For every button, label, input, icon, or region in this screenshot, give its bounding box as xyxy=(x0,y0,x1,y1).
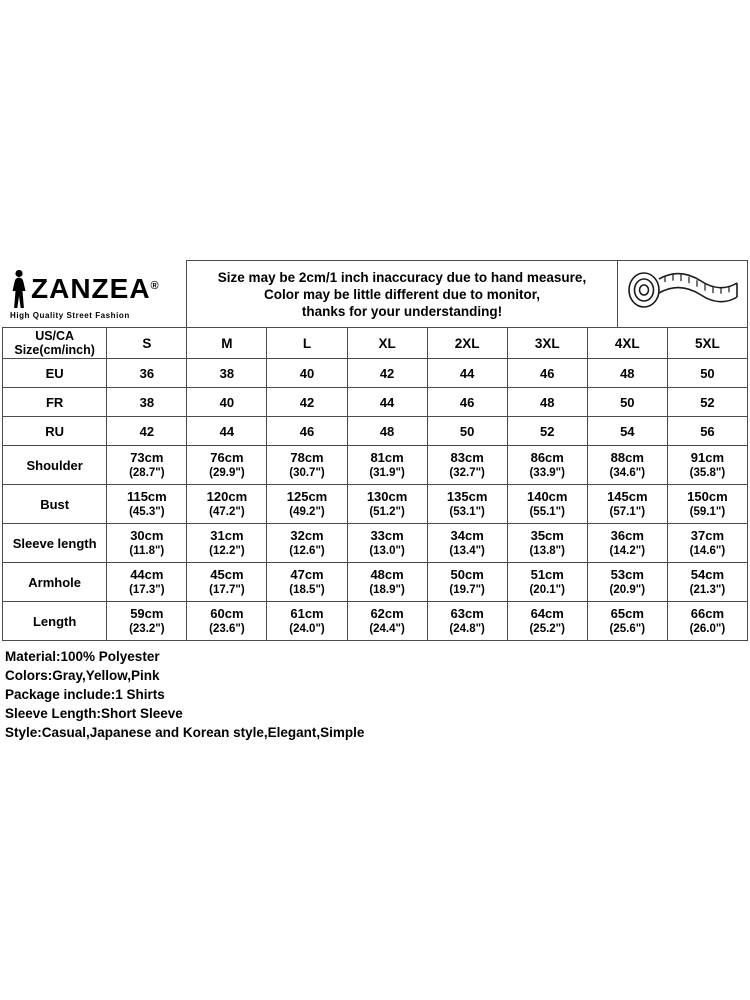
detail-colors: Colors:Gray,Yellow,Pink xyxy=(5,668,160,683)
size-col-header: S xyxy=(107,328,187,359)
size-table-row-length xyxy=(3,602,748,641)
row-label: Bust xyxy=(3,485,107,524)
size-cell: 44 xyxy=(187,417,267,446)
brand-wordmark: ZANZEA xyxy=(31,272,151,304)
measure-cell: 48cm (18.9") xyxy=(347,563,427,602)
header xyxy=(2,260,748,328)
size-cell: 48 xyxy=(507,388,587,417)
measure-cell: 61cm (24.0") xyxy=(267,602,347,641)
size-col-header: M xyxy=(187,328,267,359)
measure-cell: 91cm (35.8") xyxy=(667,446,747,485)
size-table-row-shoulder xyxy=(3,446,748,485)
size-cell: 54 xyxy=(587,417,667,446)
measure-cell: 54cm (21.3") xyxy=(667,563,747,602)
size-cell: 40 xyxy=(267,359,347,388)
tape-measure-box xyxy=(617,260,748,328)
size-table-row-ru xyxy=(3,417,748,446)
size-cell: 52 xyxy=(507,417,587,446)
brand-tagline: High Quality Street Fashion xyxy=(10,310,130,320)
measure-cell: 59cm (23.2") xyxy=(107,602,187,641)
size-table-row-sleeve-length xyxy=(3,524,748,563)
size-col-header: L xyxy=(267,328,347,359)
measure-cell: 76cm (29.9") xyxy=(187,446,267,485)
size-cell: 42 xyxy=(267,388,347,417)
size-cell: 40 xyxy=(187,388,267,417)
product-details xyxy=(2,647,748,742)
measure-cell: 78cm (30.7") xyxy=(267,446,347,485)
size-table-row-eu xyxy=(3,359,748,388)
notice-box xyxy=(186,260,618,328)
size-cell: 46 xyxy=(427,388,507,417)
measure-cell: 60cm (23.6") xyxy=(187,602,267,641)
measure-cell: 53cm (20.9") xyxy=(587,563,667,602)
size-col-header: 4XL xyxy=(587,328,667,359)
brand-logo-row xyxy=(10,269,186,309)
measure-cell: 31cm (12.2") xyxy=(187,524,267,563)
detail-material: Material:100% Polyester xyxy=(5,649,160,664)
row-label: Length xyxy=(3,602,107,641)
measure-cell: 65cm (25.6") xyxy=(587,602,667,641)
size-table-row-fr xyxy=(3,388,748,417)
row-label: RU xyxy=(3,417,107,446)
measure-cell: 34cm (13.4") xyxy=(427,524,507,563)
measure-cell: 33cm (13.0") xyxy=(347,524,427,563)
measure-cell: 150cm (59.1") xyxy=(667,485,747,524)
measure-cell: 83cm (32.7") xyxy=(427,446,507,485)
size-cell: 38 xyxy=(187,359,267,388)
tape-measure-icon xyxy=(623,264,743,325)
row-label: Sleeve length xyxy=(3,524,107,563)
row-label: Shoulder xyxy=(3,446,107,485)
size-cell: 36 xyxy=(107,359,187,388)
measure-cell: 73cm (28.7") xyxy=(107,446,187,485)
measure-cell: 120cm (47.2") xyxy=(187,485,267,524)
size-col-header: XL xyxy=(347,328,427,359)
row-label: Armhole xyxy=(3,563,107,602)
measure-cell: 64cm (25.2") xyxy=(507,602,587,641)
size-col-header: 3XL xyxy=(507,328,587,359)
measure-cell: 62cm (24.4") xyxy=(347,602,427,641)
measure-cell: 44cm (17.3") xyxy=(107,563,187,602)
measure-cell: 125cm (49.2") xyxy=(267,485,347,524)
measure-cell: 86cm (33.9") xyxy=(507,446,587,485)
measure-cell: 45cm (17.7") xyxy=(187,563,267,602)
size-table-row-bust xyxy=(3,485,748,524)
notice-line: thanks for your understanding! xyxy=(301,303,503,319)
registered-mark: ® xyxy=(150,279,159,292)
measure-cell: 35cm (13.8") xyxy=(507,524,587,563)
size-cell: 44 xyxy=(347,388,427,417)
size-cell: 50 xyxy=(667,359,747,388)
size-cell: 50 xyxy=(427,417,507,446)
size-table-header-row xyxy=(3,328,748,359)
measure-cell: 88cm (34.6") xyxy=(587,446,667,485)
measure-cell: 30cm (11.8") xyxy=(107,524,187,563)
measure-cell: 66cm (26.0") xyxy=(667,602,747,641)
measure-cell: 130cm (51.2") xyxy=(347,485,427,524)
size-table-corner: US/CA Size(cm/inch) xyxy=(3,328,107,359)
measure-cell: 145cm (57.1") xyxy=(587,485,667,524)
notice-line: Color may be little different due to monitor, xyxy=(263,286,541,302)
size-cell: 46 xyxy=(507,359,587,388)
measure-cell: 51cm (20.1") xyxy=(507,563,587,602)
brand-name xyxy=(31,272,159,304)
size-table-row-armhole xyxy=(3,563,748,602)
measure-cell: 47cm (18.5") xyxy=(267,563,347,602)
size-cell: 56 xyxy=(667,417,747,446)
size-cell: 50 xyxy=(587,388,667,417)
size-cell: 44 xyxy=(427,359,507,388)
detail-package: Package include:1 Shirts xyxy=(5,687,165,702)
size-cell: 48 xyxy=(587,359,667,388)
size-table xyxy=(2,327,748,641)
size-col-header: 2XL xyxy=(427,328,507,359)
measure-cell: 81cm (31.9") xyxy=(347,446,427,485)
measure-cell: 32cm (12.6") xyxy=(267,524,347,563)
measure-cell: 37cm (14.6") xyxy=(667,524,747,563)
size-cell: 38 xyxy=(107,388,187,417)
size-cell: 52 xyxy=(667,388,747,417)
size-chart-sheet xyxy=(2,260,748,742)
row-label: FR xyxy=(3,388,107,417)
measure-cell: 140cm (55.1") xyxy=(507,485,587,524)
measure-cell: 50cm (19.7") xyxy=(427,563,507,602)
size-cell: 48 xyxy=(347,417,427,446)
detail-sleeve-length: Sleeve Length:Short Sleeve xyxy=(5,706,183,721)
notice-line: Size may be 2cm/1 inch inaccuracy due to hand measure, xyxy=(217,269,587,285)
size-cell: 46 xyxy=(267,417,347,446)
size-col-header: 5XL xyxy=(667,328,747,359)
size-cell: 42 xyxy=(347,359,427,388)
measure-cell: 115cm (45.3") xyxy=(107,485,187,524)
measure-cell: 135cm (53.1") xyxy=(427,485,507,524)
detail-style: Style:Casual,Japanese and Korean style,Elegant,Simple xyxy=(5,725,365,740)
brand-logo xyxy=(2,260,186,328)
measure-cell: 36cm (14.2") xyxy=(587,524,667,563)
woman-figure-icon xyxy=(10,269,28,309)
size-cell: 42 xyxy=(107,417,187,446)
measure-cell: 63cm (24.8") xyxy=(427,602,507,641)
row-label: EU xyxy=(3,359,107,388)
